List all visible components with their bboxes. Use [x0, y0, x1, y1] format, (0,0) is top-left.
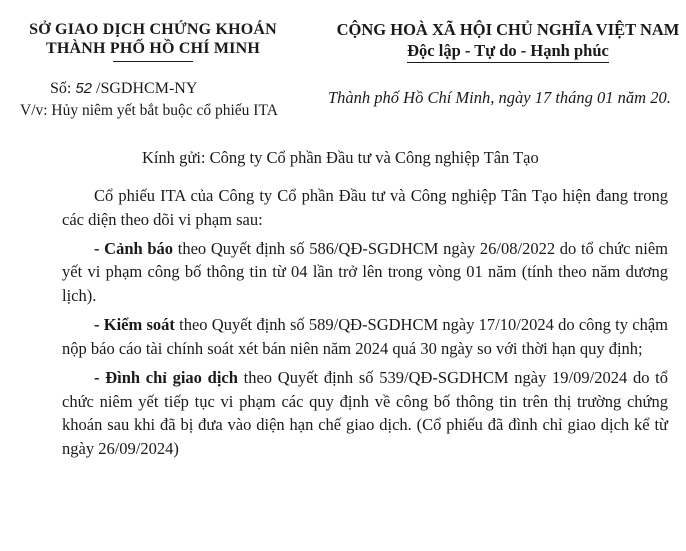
- nation-name: CỘNG HOÀ XÃ HỘI CHỦ NGHĨA VIỆT NAM: [336, 20, 680, 39]
- issuer-name-line2: THÀNH PHỐ HỒ CHÍ MINH: [46, 40, 260, 57]
- issuer-underline: [113, 61, 193, 62]
- violation-label: - Kiểm soát: [94, 315, 175, 335]
- violation-label: - Cảnh báo: [94, 238, 174, 258]
- violation-text: theo Quyết định số 589/QĐ-SGDHCM ngày 17/10/2024 do công ty chậm nộp báo cáo tài chính soát xét bán niên năm 2024 quá 30 ngày so với thời hạn quy định;: [62, 315, 668, 358]
- violation-label: - Đình chỉ giao dịch: [94, 368, 238, 388]
- letter-body: [62, 184, 668, 466]
- intro-paragraph: Cổ phiếu ITA của Công ty Cổ phần Đầu tư và Công nghiệp Tân Tạo hiện đang trong các diện theo dõi vi phạm sau:: [62, 186, 668, 229]
- document-subject: V/v: Hủy niêm yết bắt buộc cổ phiếu ITA: [20, 102, 278, 119]
- national-motto: Độc lập - Tự do - Hạnh phúc: [407, 40, 609, 63]
- violation-item-suspension: [62, 366, 668, 460]
- violation-item-warning: [62, 237, 668, 308]
- national-heading: [330, 20, 686, 63]
- document-number-suffix: /SGDHCM-NY: [96, 80, 198, 97]
- document-number-prefix: Số:: [50, 80, 72, 97]
- issuer-block: [18, 20, 288, 62]
- document-number: [50, 80, 197, 98]
- recipient-salutation: Kính gửi: Công ty Cổ phần Đầu tư và Công nghiệp Tân Tạo: [142, 148, 539, 167]
- issuer-name-line1: SỞ GIAO DỊCH CHỨNG KHOÁN: [29, 21, 277, 38]
- violation-text: theo Quyết định số 539/QĐ-SGDHCM ngày 19/09/2024 do tổ chức niêm yết tiếp tục vi phạm các quy định về công bố thông tin trên thị trường chứng khoán sau khi đã bị đưa vào diện hạn chế giao dịch. (Cổ phiếu đã đình chỉ giao dịch kể từ ngày 26/09/2024): [62, 368, 668, 458]
- place-and-date: Thành phố Hồ Chí Minh, ngày 17 tháng 01 năm 20.: [328, 88, 671, 107]
- document-number-value: 52: [75, 80, 93, 97]
- violation-item-control: [62, 313, 668, 360]
- violation-text: theo Quyết định số 586/QĐ-SGDHCM ngày 26/08/2022 do tổ chức niêm yết vi phạm công bố thông tin từ 04 lần trở lên trong vòng 01 năm (tính theo năm dương lịch).: [62, 238, 668, 306]
